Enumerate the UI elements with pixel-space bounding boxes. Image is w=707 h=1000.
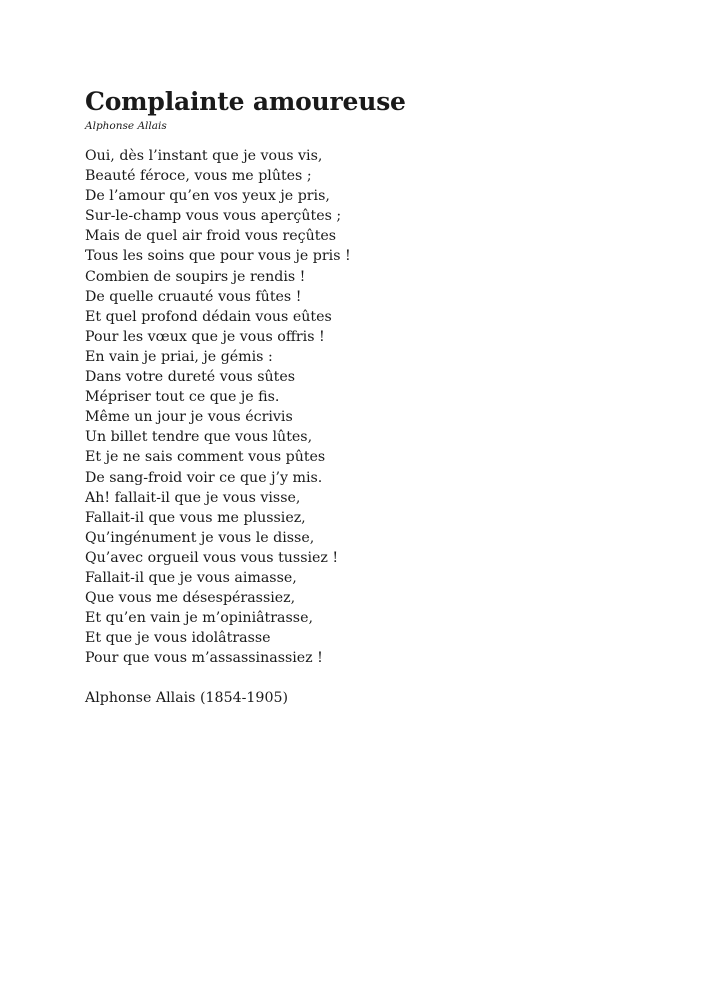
poem-verse: En vain je priai, je gémis : [85, 348, 273, 365]
poem-verse: De sang-froid voir ce que j’y mis. [85, 469, 323, 486]
author-subtitle: Alphonse Allais [85, 120, 167, 132]
poem-verse: Pour que vous m’assassinassiez ! [85, 650, 323, 667]
poem-verse: Mais de quel air froid vous reçûtes [85, 228, 337, 245]
poem-verse: Dans votre dureté vous sûtes [85, 369, 295, 386]
poem-verse: Et je ne sais comment vous pûtes [85, 449, 326, 466]
poem-verse: De l’amour qu’en vos yeux je pris, [85, 188, 330, 205]
poem-verse: Qu’avec orgueil vous vous tussiez ! [85, 549, 339, 566]
poem-verse: Beauté féroce, vous me plûtes ; [85, 168, 312, 185]
poem-verse: Et qu’en vain je m’opiniâtrasse, [85, 610, 313, 627]
document-content [85, 86, 645, 708]
poem-title: Complainte amoureuse [85, 87, 406, 116]
author-signature: Alphonse Allais (1854-1905) [85, 690, 289, 707]
poem-verse: Tous les soins que pour vous je pris ! [85, 248, 351, 265]
poem-verse: Pour les vœux que je vous offris ! [85, 328, 325, 345]
poem-verse: Même un jour je vous écrivis [85, 409, 293, 426]
poem-verse: Et quel profond dédain vous eûtes [85, 308, 332, 325]
poem-verse: Mépriser tout ce que je fis. [85, 389, 280, 406]
poem-verse: Fallait-il que vous me plussiez, [85, 509, 306, 526]
poem-verse: Oui, dès l’instant que je vous vis, [85, 148, 323, 164]
poem-verse: De quelle cruauté vous fûtes ! [85, 288, 302, 305]
poem-body [85, 146, 645, 668]
poem-verse: Sur-le-champ vous vous aperçûtes ; [85, 208, 342, 225]
poem-verse: Un billet tendre que vous lûtes, [85, 429, 313, 446]
poem-verse: Combien de soupirs je rendis ! [85, 268, 306, 285]
poem-verse: Que vous me désespérassiez, [85, 590, 296, 607]
poem-verse: Ah! fallait-il que je vous visse, [85, 489, 301, 506]
poem-verse: Qu’ingénument je vous le disse, [85, 529, 315, 546]
poem-verse: Fallait-il que je vous aimasse, [85, 569, 297, 586]
poem-verse: Et que je vous idolâtrasse [85, 630, 271, 647]
